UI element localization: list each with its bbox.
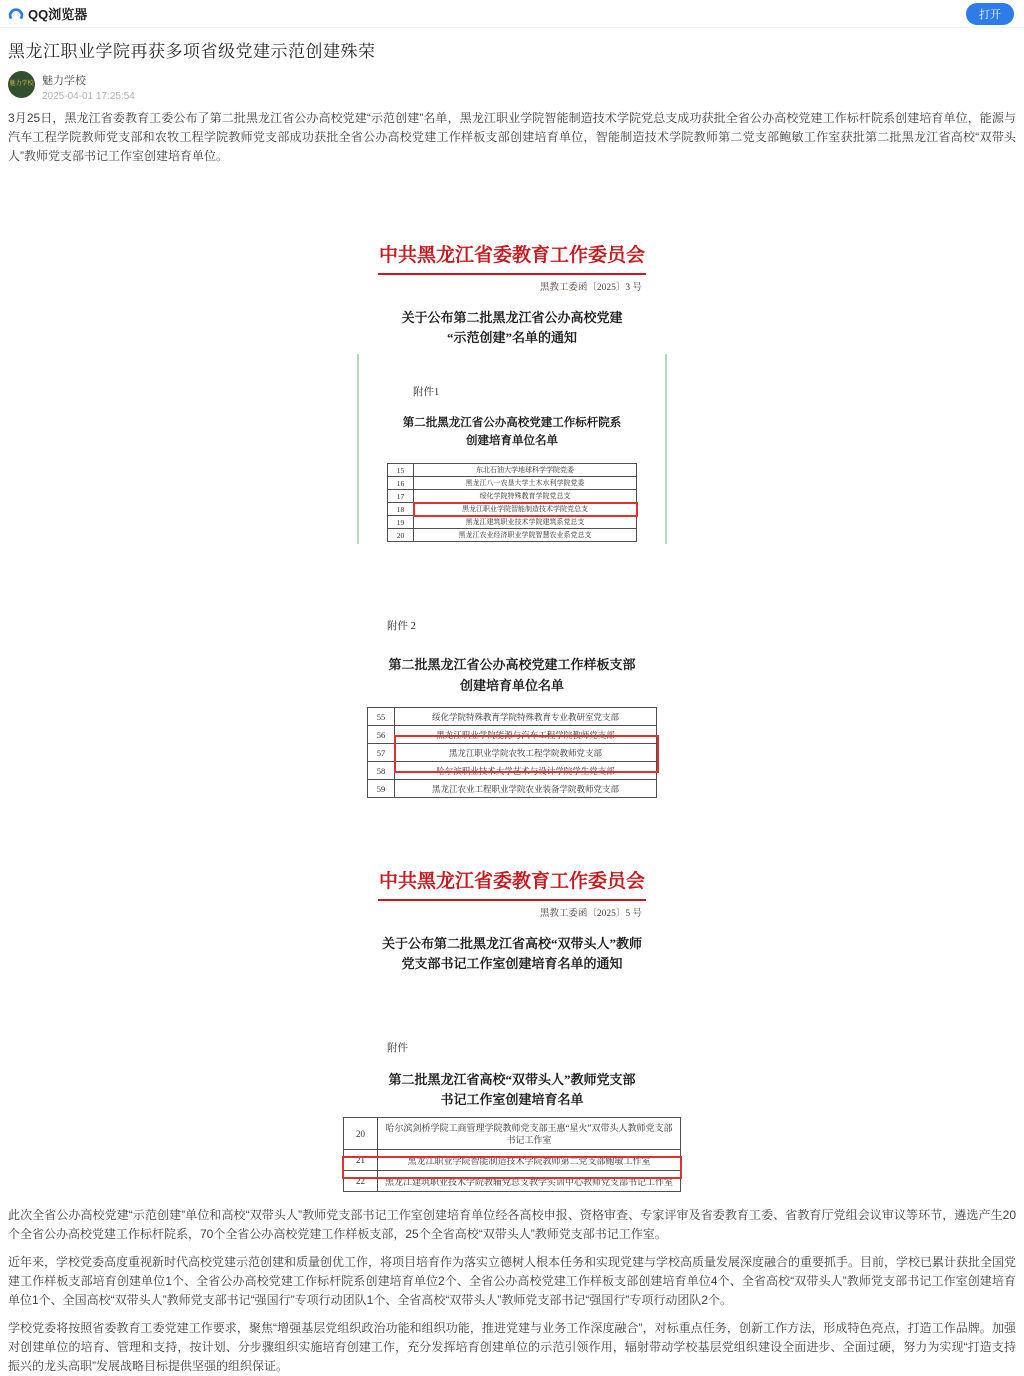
letterhead-org-title: 中共黑龙江省委教育工作委员会 <box>378 871 645 892</box>
table-row-highlighted: 57 黑龙江职业学院农牧工程学院教师党支部 <box>368 744 657 762</box>
table-row: 59 黑龙江农业工程职业学院农业装备学院教师党支部 <box>368 780 657 798</box>
attachment-label: 附件1 <box>413 387 440 398</box>
table-row: 20 黑龙江农业经济职业学院智慧农业系党总支 <box>388 529 637 542</box>
attachment-title: 第二批黑龙江省公办高校党建工作样板支部 创建培育单位名单 <box>388 657 636 693</box>
qq-browser-brand[interactable] <box>8 4 87 23</box>
studio-list-table <box>343 1117 681 1192</box>
letterhead-doc-number: 黑教工委函〔2025〕3 号 <box>539 283 642 293</box>
closing-section <box>0 1206 1024 1376</box>
attachment-title: 第二批黑龙江省公办高校党建工作标杆院系 创建培育单位名单 <box>402 417 622 447</box>
topbar <box>0 0 1024 28</box>
author-block <box>8 71 1016 102</box>
letterhead-notice-title: 关于公布第二批黑龙江省公办高校党建 “示范创建”名单的通知 <box>401 310 623 345</box>
attachment-title: 第二批黑龙江省高校“双带头人”教师党支部 书记工作室创建培育名单 <box>388 1072 636 1107</box>
attachment-label: 附件 2 <box>387 621 416 632</box>
table-row: 55 绥化学院特殊教育学院特殊教育专业教研室党支部 <box>368 708 657 726</box>
document-image-letterhead-1[interactable] <box>332 176 692 354</box>
author-avatar[interactable]: 魅力学校 <box>8 71 35 98</box>
letterhead-red-rule <box>378 273 646 275</box>
document-image-letterhead-2[interactable] <box>332 842 692 970</box>
article-images-column <box>0 176 1024 1200</box>
brand-name: QQ浏览器 <box>28 7 88 22</box>
document-image-attachment-3[interactable] <box>332 1008 692 1200</box>
closing-paragraph: 学校党委将按照省委教育工委党建工作要求，聚焦“增强基层党组织政治功能和组织功能，推进党建与业务工作深度融合”，对标重点任务，创新工作方法，形成特色亮点，打造工作品牌。加强对创建单位的培育、管理和支持，按计划、分步骤组织实施培育创建工作，充分发挥培育创建单位的示范引领作用，辐射带动学校基层党组织建设全面进步、全面过硬，努力为实现“打造支持振兴的龙头高职”发展战略目标提供坚强的组织保证。 <box>8 1321 1016 1373</box>
attachment-label: 附件 <box>387 1043 408 1054</box>
table-row-highlighted: 21 黑龙江职业学院智能制造技术学院教师第二党支部鲍敏工作室 <box>344 1150 681 1171</box>
publish-date: 2025-04-01 17:25:54 <box>42 91 135 102</box>
open-in-app-button[interactable]: 打开 <box>966 3 1014 25</box>
table-row: 22 黑龙江建筑职业技术学院教辅党总支教学实训中心教师党支部书记工作室 <box>344 1171 681 1192</box>
letterhead-doc-number: 黑教工委函〔2025〕5 号 <box>539 909 642 919</box>
article-title: 黑龙江职业学院再获多项省级党建示范创建殊荣 <box>8 42 376 61</box>
table-row: 20 哈尔滨剑桥学院工商管理学院教师党支部王惠“星火”双带头人教师党支部书记工作室 <box>344 1118 681 1150</box>
table-row: 15 东北石油大学地球科学学院党委 <box>388 464 637 477</box>
benchmark-departments-table <box>387 463 637 542</box>
table-row: 19 黑龙江建筑职业技术学院建筑系党总支 <box>388 516 637 529</box>
author-name[interactable]: 魅力学校 <box>42 75 86 87</box>
article-intro-paragraph: 3月25日，黑龙江省委教育工委公布了第二批黑龙江省公办高校党建“示范创建”名单，黑龙江职业学院智能制造技术学院党总支成功获批全省公办高校党建工作标杆院系创建培育单位，能源与汽车工程学院教师党支部和农牧工程学院教师党支部成功获批全省公办高校党建工作样板支部创建培育单位，智能制造技术学院教师第二党支部鲍敏工作室获批第二批黑龙江省高校“双带头人”教师党支部书记工作室创建培育单位。 <box>8 111 1016 163</box>
closing-paragraph: 此次全省公办高校党建“示范创建”单位和高校“双带头人”教师党支部书记工作室创建培育单位经各高校申报、资格审查、专家评审及省委教育工委、省教育厅党组会议审议等环节，遴选产生20个全省公办高校党建工作标杆院系，70个全省公办高校党建工作样板支部，25个全省高校“双带头人”教师党支部书记工作室。 <box>8 1208 1016 1241</box>
closing-paragraph: 近年来，学校党委高度重视新时代高校党建示范创建和质量创优工作，将项目培育作为落实立德树人根本任务和实现党建与学校高质量发展深度融合的重要抓手。目前，学校已累计获批全国党建工作样板支部培育创建单位1个、全省公办高校党建工作标杆院系创建培育单位2个、全省公办高校党建工作样板支部创建培育单位4个、全省高校“双带头人”教师党支部书记工作室创建培育单位1个、全国高校“双带头人”教师党支部书记“强国行”专项行动团队1个、全省高校“双带头人”教师党支部书记“强国行”专项行动团队2个。 <box>8 1255 1017 1307</box>
letterhead-red-rule <box>378 899 646 901</box>
letterhead-org-title: 中共黑龙江省委教育工作委员会 <box>378 245 645 266</box>
letterhead-notice-title: 关于公布第二批黑龙江省高校“双带头人”教师 党支部书记工作室创建培育名单的通知 <box>381 936 642 971</box>
model-branches-table <box>367 707 657 798</box>
table-row: 58 哈尔滨职业技术大学艺术与设计学院学生党支部 <box>368 762 657 780</box>
table-row: 17 绥化学院特殊教育学院党总支 <box>388 490 637 503</box>
document-image-attachment-1[interactable] <box>357 354 667 544</box>
table-row-highlighted: 56 黑龙江职业学院能源与汽车工程学院教师党支部 <box>368 726 657 744</box>
table-row-highlighted: 18 黑龙江职业学院智能制造技术学院党总支 <box>388 503 637 516</box>
table-row: 16 黑龙江八一农垦大学土木水利学院党委 <box>388 477 637 490</box>
document-image-attachment-2[interactable] <box>332 600 692 794</box>
qq-browser-logo-icon <box>8 6 24 22</box>
